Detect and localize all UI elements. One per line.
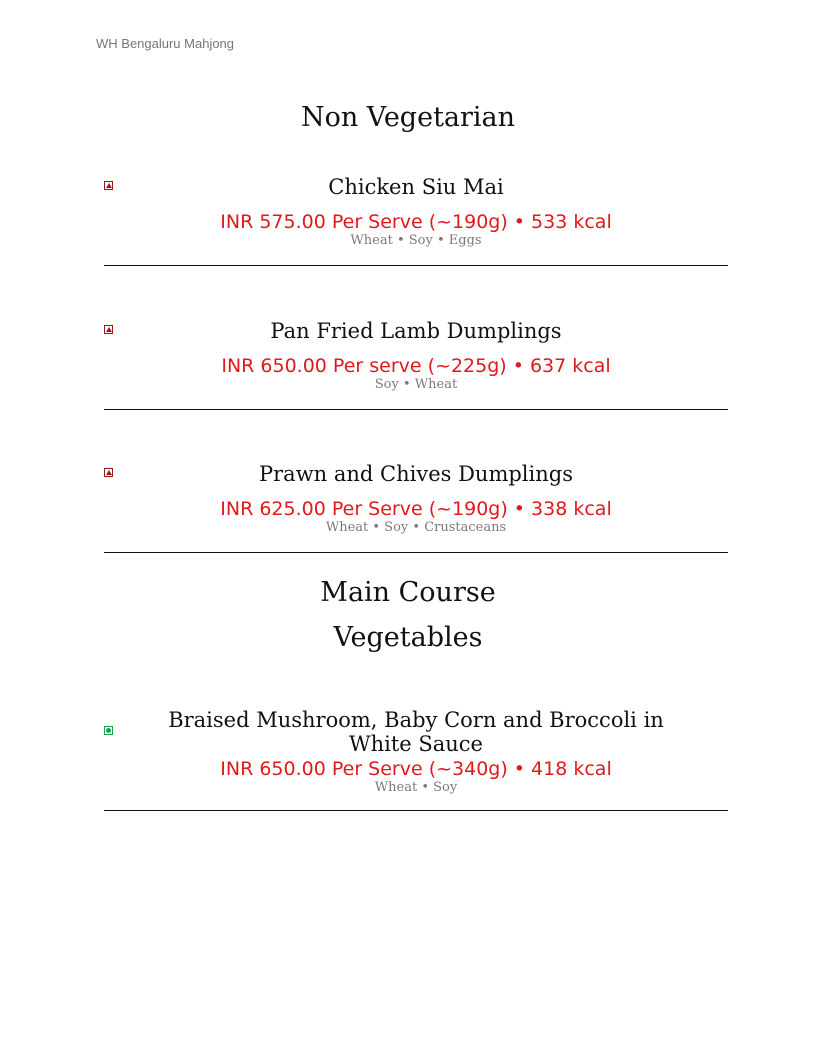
- non-veg-triangle-icon: [104, 181, 113, 190]
- item-name: Chicken Siu Mai: [328, 175, 504, 199]
- veg-dot-icon: [104, 726, 113, 735]
- item-allergens: Wheat • Soy • Eggs: [350, 233, 482, 248]
- menu-item: [104, 319, 728, 393]
- item-name: Braised Mushroom, Baby Corn and Broccoli in White Sauce: [168, 708, 664, 756]
- menu-item: [104, 708, 728, 796]
- item-name: Pan Fried Lamb Dumplings: [270, 319, 562, 343]
- item-price: INR 575.00 Per Serve (~190g) • 533 kcal: [220, 211, 612, 233]
- section-title-non-vegetarian: Non Vegetarian: [300, 102, 516, 133]
- item-price: INR 625.00 Per Serve (~190g) • 338 kcal: [220, 498, 612, 520]
- item-allergens: Soy • Wheat: [374, 377, 458, 392]
- menu-item: [104, 462, 728, 536]
- non-veg-triangle-icon: [104, 468, 113, 477]
- non-veg-triangle-icon: [104, 325, 113, 334]
- item-divider: [104, 552, 728, 553]
- item-name: Prawn and Chives Dumplings: [259, 462, 573, 486]
- section-title-main-course: Main Course: [320, 577, 496, 608]
- item-price: INR 650.00 Per serve (~225g) • 637 kcal: [221, 355, 611, 377]
- item-divider: [104, 409, 728, 410]
- restaurant-name: WH Bengaluru Mahjong: [96, 36, 235, 51]
- subsection-title-vegetables: Vegetables: [333, 622, 483, 653]
- item-price: INR 650.00 Per Serve (~340g) • 418 kcal: [220, 758, 612, 780]
- item-divider: [104, 265, 728, 266]
- menu-item: [104, 175, 728, 249]
- item-allergens: Wheat • Soy • Crustaceans: [325, 520, 507, 535]
- item-divider: [104, 810, 728, 811]
- item-allergens: Wheat • Soy: [374, 780, 458, 795]
